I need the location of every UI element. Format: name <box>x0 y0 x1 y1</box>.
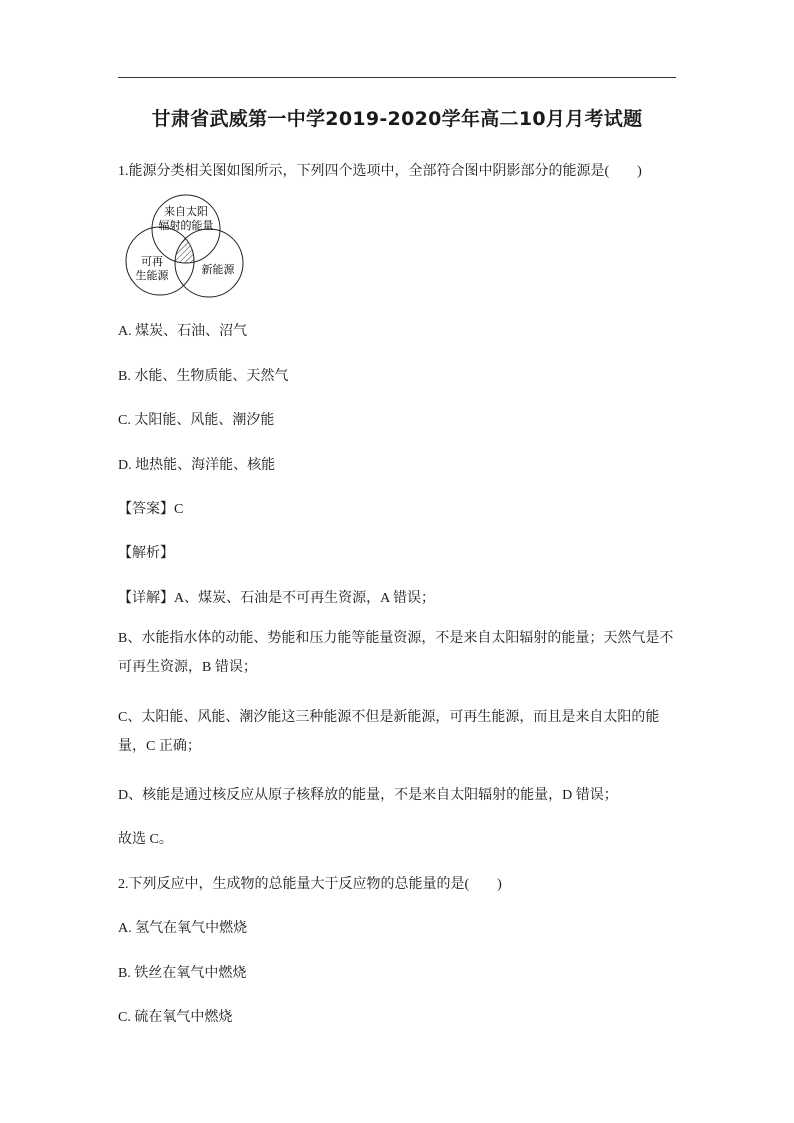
question-1-option-c: C. 太阳能、风能、潮汐能 <box>118 413 275 428</box>
header-rule <box>118 77 676 78</box>
venn-label-right: 新能源 <box>201 263 235 276</box>
question-2-option-b: B. 铁丝在氧气中燃烧 <box>118 966 247 981</box>
question-1-option-d: D. 地热能、海洋能、核能 <box>118 458 276 473</box>
detail-c: C、太阳能、风能、潮汐能这三种能源不但是新能源，可再生能源，而且是来自太阳的能量，C 正确； <box>118 710 660 754</box>
energy-venn-diagram <box>124 193 248 299</box>
detail-b: B、水能指水体的动能、势能和压力能等能量资源，不是来自太阳辐射的能量；天然气是不可再生资源，B 错误； <box>118 631 674 675</box>
answer-line: 【答案】C <box>118 502 184 517</box>
conclusion: 故选 C。 <box>118 832 173 847</box>
venn-label-left-1: 可再 <box>141 255 163 268</box>
question-2-option-a: A. 氢气在氧气中燃烧 <box>118 921 248 936</box>
question-1-option-b: B. 水能、生物质能、天然气 <box>118 369 289 384</box>
question-2-stem: 2.下列反应中，生成物的总能量大于反应物的总能量的是( ) <box>118 877 502 892</box>
venn-label-left-2: 生能源 <box>135 269 169 282</box>
page-title: 甘肃省武威第一中学2019-2020学年高二10月月考试题 <box>151 108 643 130</box>
venn-label-top-1: 来自太阳 <box>164 205 208 218</box>
detail-a: 【详解】A、煤炭、石油是不可再生资源，A 错误； <box>118 591 435 606</box>
analysis-label: 【解析】 <box>118 546 174 561</box>
question-1-stem: 1.能源分类相关图如图所示，下列四个选项中，全部符合图中阴影部分的能源是( ) <box>118 164 642 179</box>
detail-d: D、核能是通过核反应从原子核释放的能量，不是来自太阳辐射的能量，D 错误； <box>118 788 618 803</box>
venn-label-top-2: 辐射的能量 <box>158 219 214 232</box>
question-2-option-c: C. 硫在氧气中燃烧 <box>118 1010 233 1025</box>
question-1-option-a: A. 煤炭、石油、沼气 <box>118 324 248 339</box>
